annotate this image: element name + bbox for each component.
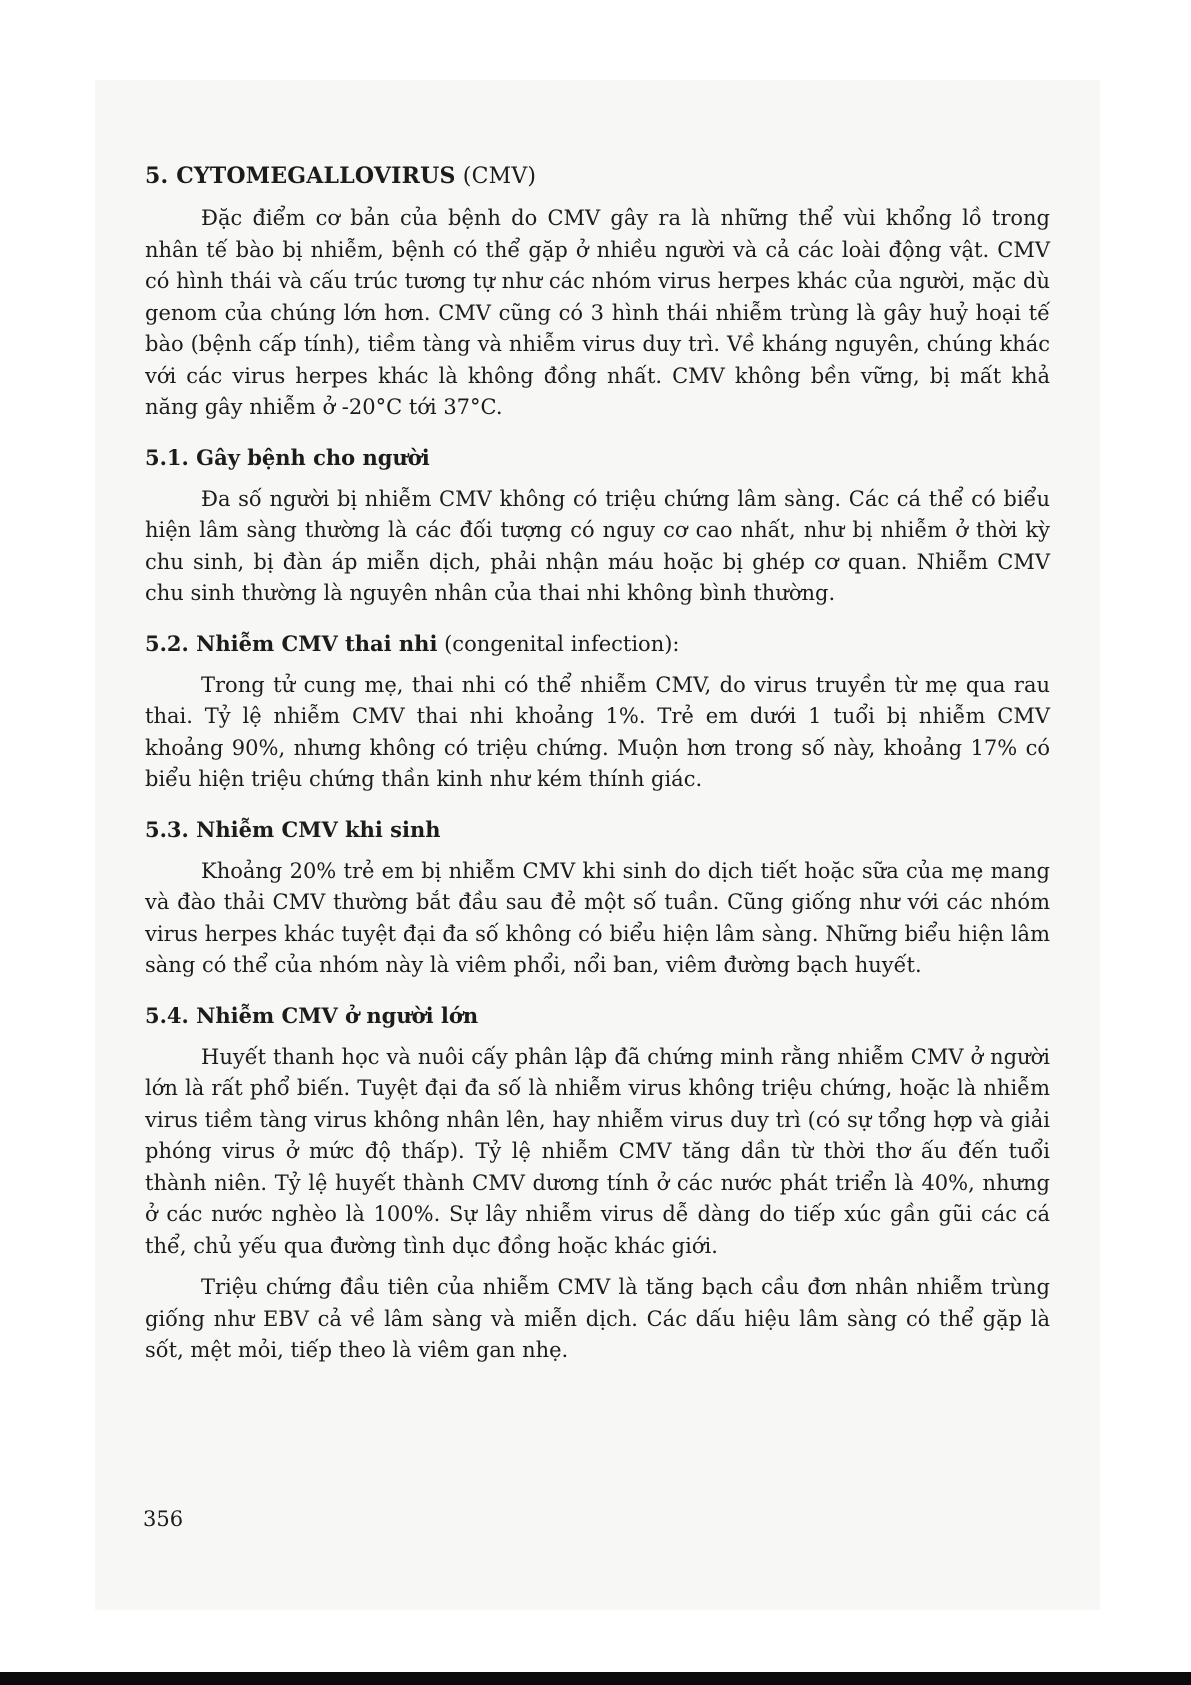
paragraph-5-4-b: Triệu chứng đầu tiên của nhiễm CMV là tăng bạch cầu đơn nhân nhiễm trùng giống như EBV cả về lâm sàng và miễn dịch. Các dấu hiệu lâm sàng có thể gặp là sốt, mệt mỏi, tiếp theo là viêm gan nhẹ. [145,1275,1050,1362]
section-title-suffix: (CMV) [455,164,537,189]
subsection-heading-text: 5.1. Gây bệnh cho người [145,444,430,470]
section-title-bold: 5. CYTOMEGALLOVIRUS [145,163,456,189]
subsection-heading-text: 5.3. Nhiễm CMV khi sinh [145,816,441,842]
paragraph-5-4-a: Huyết thanh học và nuôi cấy phân lập đã chứng minh rằng nhiễm CMV ở người lớn là rất phổ biến. Tuyệt đại đa số là nhiễm virus không triệu chứng, hoặc là nhiễm virus tiềm tàng virus không nhân lên, hay nhiễm virus duy trì (có sự tổng hợp và giải phóng virus ở mức độ thấp). Tỷ lệ nhiễm CMV tăng dần từ thời thơ ấu đến tuổi thành niên. Tỷ lệ huyết thành CMV dương tính ở các nước phát triển là 40%, nhưng ở các nước nghèo là 100%. Sự lây nhiễm virus dễ dàng do tiếp xúc gần gũi các cá thể, chủ yếu qua đường tình dục đồng hoặc khác giới. [145,1044,1050,1258]
page-number: 356 [143,1507,184,1531]
subsection-heading-extra: (congenital infection): [437,631,680,656]
subsection-heading-5-2 [145,628,1050,660]
page-content [145,160,1050,1367]
paragraph-5-1: Đa số người bị nhiễm CMV không có triệu chứng lâm sàng. Các cá thể có biểu hiện lâm sàng thường là các đối tượng có nguy cơ cao nhất, như bị nhiễm ở thời kỳ chu sinh, bị đàn áp miễn dịch, phải nhận máu hoặc bị ghép cơ quan. Nhiễm CMV chu sinh thường là nguyên nhân của thai nhi không bình thường. [145,486,1050,605]
section-title [145,160,1050,193]
subsection-heading-5-3 [145,814,1050,846]
subsection-heading-5-4 [145,1000,1050,1032]
subsection-heading-text: 5.4. Nhiễm CMV ở người lớn [145,1002,479,1028]
paragraph-5-2: Trong tử cung mẹ, thai nhi có thể nhiễm CMV, do virus truyền từ mẹ qua rau thai. Tỷ lệ nhiễm CMV thai nhi khoảng 1%. Trẻ em dưới 1 tuổi bị nhiễm CMV khoảng 90%, nhưng không có triệu chứng. Muộn hơn trong số này, khoảng 17% có biểu hiện triệu chứng thần kinh như kém thính giác. [145,672,1050,791]
subsection-heading-5-1 [145,442,1050,474]
paragraph-5-3: Khoảng 20% trẻ em bị nhiễm CMV khi sinh do dịch tiết hoặc sữa của mẹ mang và đào thải CMV thường bắt đầu sau đẻ một số tuần. Cũng giống như với các nhóm virus herpes khác tuyệt đại đa số không có biểu hiện lâm sàng. Những biểu hiện lâm sàng có thể của nhóm này là viêm phổi, nổi ban, viêm đường bạch huyết. [145,858,1050,977]
intro-paragraph: Đặc điểm cơ bản của bệnh do CMV gây ra là những thể vùi khổng lồ trong nhân tế bào bị nhiễm, bệnh có thể gặp ở nhiều người và cả các loài động vật. CMV có hình thái và cấu trúc tương tự như các nhóm virus herpes khác của người, mặc dù genom của chúng lớn hơn. CMV cũng có 3 hình thái nhiễm trùng là gây huỷ hoại tế bào (bệnh cấp tính), tiềm tàng và nhiễm virus duy trì. Về kháng nguyên, chúng khác với các virus herpes khác là không đồng nhất. CMV không bền vững, bị mất khả năng gây nhiễm ở -20°C tới 37°C. [145,206,1050,419]
scan-bottom-edge [0,1672,1191,1685]
subsection-heading-text: 5.2. Nhiễm CMV thai nhi [145,630,438,656]
